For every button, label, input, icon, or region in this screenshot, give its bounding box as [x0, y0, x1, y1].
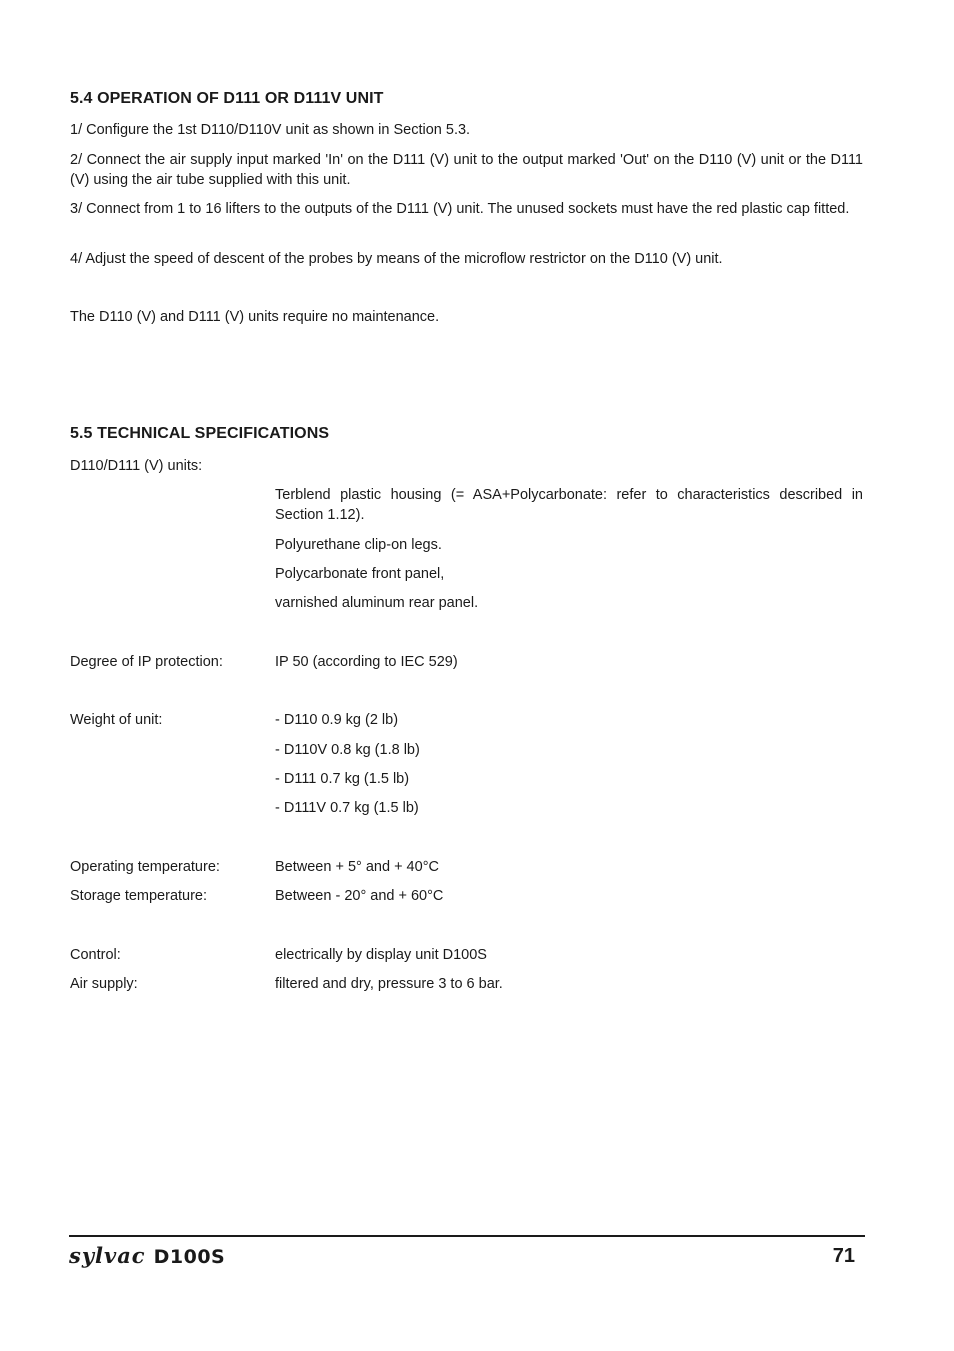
step-2: 2/ Connect the air supply input marked 'In' on the D111 (V) unit to the output marked 'Out' on the D110 (V) unit or the D111 (V) using the air tube supplied with this unit.	[70, 152, 863, 188]
op-temp-value: Between + 5° and + 40°C	[275, 859, 439, 875]
op-temp-label: Operating temperature:	[70, 859, 220, 875]
model-name: D100S	[153, 1246, 226, 1268]
storage-temp-label: Storage temperature:	[70, 888, 208, 904]
air-supply-value: filtered and dry, pressure 3 to 6 bar.	[275, 976, 503, 992]
weight-d110: - D110 0.9 kg (2 lb)	[275, 712, 399, 728]
step-4: 4/ Adjust the speed of descent of the probes by means of the microflow restrictor on the D110 (V) unit.	[70, 251, 723, 267]
maintenance-note: The D110 (V) and D111 (V) units require no maintenance.	[70, 309, 440, 325]
housing-spec: Terblend plastic housing (= ASA+Polycarbonate: refer to characteristics described in Section 1.12).	[275, 487, 863, 523]
page-number: 71	[832, 1245, 855, 1267]
control-value: electrically by display unit D100S	[275, 947, 487, 963]
section-5-5-heading: 5.5 TECHNICAL SPECIFICATIONS	[70, 425, 330, 442]
footer-rule	[69, 1235, 865, 1237]
front-panel-spec: Polycarbonate front panel,	[275, 566, 445, 582]
section-5-4-heading: 5.4 OPERATION OF D111 OR D111V UNIT	[70, 90, 384, 107]
legs-spec: Polyurethane clip-on legs.	[275, 537, 442, 553]
weight-label: Weight of unit:	[70, 712, 163, 728]
step-1: 1/ Configure the 1st D110/D110V unit as shown in Section 5.3.	[70, 122, 471, 138]
storage-temp-value: Between - 20° and + 60°C	[275, 888, 444, 904]
weight-d111v: - D111V 0.7 kg (1.5 lb)	[275, 800, 419, 816]
control-label: Control:	[70, 947, 121, 963]
weight-d110v: - D110V 0.8 kg (1.8 lb)	[275, 742, 420, 758]
step-3: 3/ Connect from 1 to 16 lifters to the outputs of the D111 (V) unit. The unused sockets must have the red plastic cap fitted.	[70, 201, 850, 217]
air-supply-label: Air supply:	[70, 976, 138, 992]
units-label: D110/D111 (V) units:	[70, 458, 203, 474]
weight-d111: - D111 0.7 kg (1.5 lb)	[275, 771, 410, 787]
ip-value: IP 50 (according to IEC 529)	[275, 654, 458, 670]
ip-label: Degree of IP protection:	[70, 654, 223, 670]
rear-panel-spec: varnished aluminum rear panel.	[275, 595, 479, 611]
brand-name: sylvac	[69, 1243, 146, 1268]
brand-logo	[69, 1243, 225, 1269]
